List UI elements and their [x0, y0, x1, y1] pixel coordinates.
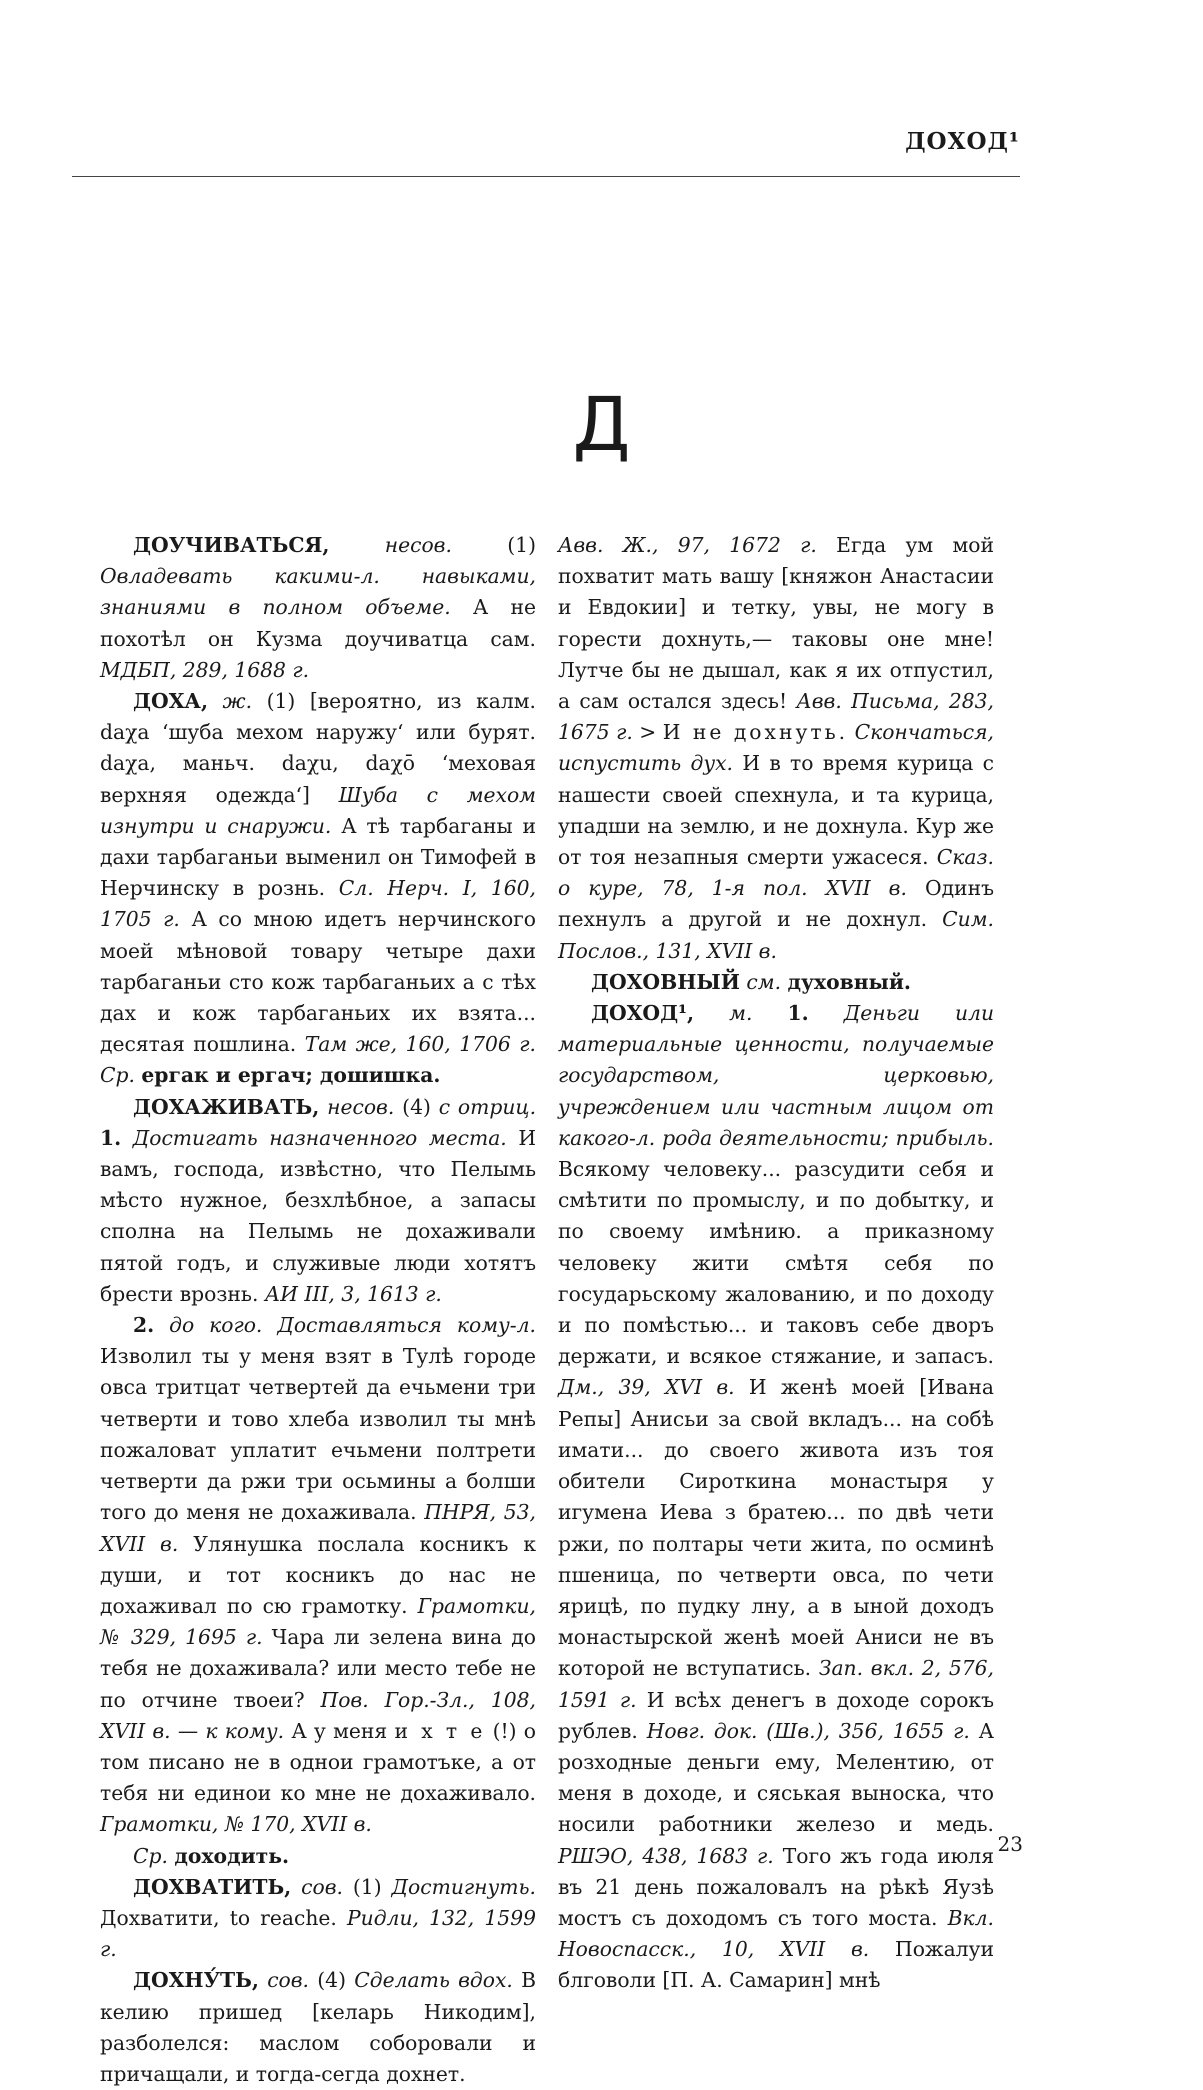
source-ref: Авв. Письма, 283, 1675 г.	[558, 689, 994, 745]
usage-note: с отриц.	[438, 1094, 537, 1119]
section-letter: Д	[572, 382, 631, 468]
source-ref: Сказ. о куре, 78, 1-я пол. XVII в.	[558, 845, 994, 901]
sense-number: 2.	[133, 1313, 155, 1338]
headword: ДОХА,	[133, 689, 209, 714]
quotation: И вамъ, господа, извѣстно, что Пелымь мѣсто нужное, безхлѣбное, а запасы сполна на Пелымь не дохаживали пятой годъ, и служивые люди хотятъ брести врознь.	[100, 1125, 536, 1306]
grammar-label: сов.	[267, 1968, 310, 1993]
running-head: ДОХОД¹	[905, 128, 1020, 155]
definition: до кого. Доставляться кому-л.	[169, 1313, 536, 1338]
quotation: А не похотѣл он Кузма доучиватца сам.	[100, 595, 537, 651]
quotation: Дохватити, to reache.	[100, 1905, 337, 1930]
right-column	[558, 530, 994, 1997]
cross-ref	[100, 1841, 536, 1872]
quotation: Всякому человеку... разсудити себя и смѣтити по промыслу, и по добытку, и по своему имѣнию. а приказному человеку жити смѣтя себя по государьскому жалованию, и по доходу и по помѣстью... и таковъ себе дворъ держати, и всякое стяжание, и запасъ.	[558, 1157, 994, 1369]
cross-ref-words: ергак и ергач; дошишка.	[141, 1063, 441, 1088]
quotation: И женѣ моей [Ивана Репы] Анисьи за свой вкладъ... на собѣ имати... до своего живота изъ тоя обители Сироткина монастыря у игумена Иева з братею... по двѣ чети ржи, по полтары чети жита, по осминѣ пшеница, по четверти овса, по чети ярицѣ, по пудку лну, а в ыной доходъ монастырской женѣ моей Аниси не въ которой не вступатись.	[558, 1375, 995, 1681]
source-ref: Грамотки, № 170, XVII в.	[100, 1812, 372, 1837]
usage-count: (1)	[352, 1874, 382, 1899]
source-ref: АИ III, 3, 1613 г.	[264, 1281, 442, 1306]
quotation: И в то время курица с нашести своей спехнула, и та курица, упадши на землю, и не дохнула. Кур же от тоя незапныя смерти ужасеся.	[558, 751, 995, 870]
quotation: Чара ли зелена вина до тебя не дохаживала? или место тебе не по отчине твоеи?	[100, 1625, 536, 1712]
entry-dohvatit	[100, 1872, 536, 1966]
source-ref: Новг. док. (Шв.), 356, 1655 г.	[646, 1718, 970, 1743]
usage-count: (4)	[317, 1968, 346, 1993]
quotation: А тѣ тарбаганы и дахи тарбаганьи выменил он Тимофей в Нерчинску в рознь.	[100, 813, 537, 901]
sense-dohazhivat-2	[100, 1310, 536, 1840]
usage-note: — к кому.	[177, 1718, 285, 1743]
quotation: Пожалуи блговоли [П. А. Самарин] мнѣ	[558, 1937, 994, 1993]
phrase-marker: >	[639, 720, 657, 745]
entry-dohnut-continued	[558, 530, 994, 967]
quotation: А у меня	[291, 1718, 388, 1743]
left-column	[100, 530, 536, 2090]
usage-count: (1)	[507, 533, 536, 557]
source-ref: Пов. Гор.-Зл., 108, XVII в.	[100, 1687, 536, 1743]
definition: Овладевать какими-л. навыками, знаниями в полном объеме.	[100, 564, 536, 620]
header-rule	[72, 176, 1020, 177]
headword: ДОХОВНЫЙ	[591, 969, 740, 994]
source-ref: МДБП, 289, 1688 г.	[100, 657, 310, 682]
grammar-label: несов.	[384, 533, 452, 557]
usage-count: (1)	[266, 689, 296, 714]
spaced-word: и х т е	[394, 1718, 486, 1743]
sense-number: 1.	[100, 1125, 122, 1150]
quotation: Изволил ты у меня взят в Тулѣ городе овса тритцат четвертей да ечьмени три четверти и тово хлеба изволил ты мнѣ пожаловат уплатит ечьмени полтрети четверти да ржи три осьмины а болши того до меня не дохаживала.	[100, 1344, 536, 1525]
entry-dohod	[558, 998, 994, 1997]
headword: ДОХВАТИТЬ,	[133, 1874, 292, 1899]
source-ref: ПНРЯ, 53, XVII в.	[100, 1500, 536, 1556]
definition: Сделать вдох.	[354, 1968, 513, 1993]
grammar-label: м.	[729, 1001, 753, 1026]
source-ref: Ридли, 132, 1599 г.	[100, 1905, 536, 1962]
source-ref: Зап. вкл. 2, 576, 1591 г.	[558, 1656, 994, 1712]
quotation: И всѣх денегъ в доходе сорокъ рублев.	[558, 1687, 994, 1743]
source-ref: РШЭО, 438, 1683 г.	[558, 1843, 774, 1868]
etymology: [вероятно, из калм. daχa ‘шуба мехом наружу‘ или бурят. daχa, маньч. daχu, daχō ‘меховая верхняя одежда‘]	[100, 689, 536, 807]
headword: ДОХОД¹,	[591, 1001, 695, 1026]
source-ref: Сл. Нерч. I, 160, 1705 г.	[100, 876, 536, 932]
definition: Достигать назначенного места.	[132, 1125, 507, 1150]
definition: Деньги или материальные ценности, получаемые государством, церковью, учреждением или частным лицом от какого-л. рода деятельности; прибыль.	[558, 1001, 995, 1150]
source-ref: Грамотки, № 329, 1695 г.	[100, 1593, 536, 1650]
source-ref: Вкл. Новоспасск., 10, XVII в.	[558, 1905, 994, 1962]
cross-ref-words: духовный.	[787, 969, 911, 994]
quotation: Егда ум мой похватит мать вашу [княжон Анастасии и Евдокии] и тетку, увы, не могу в горести дохнуть,— таковы оне мне! Лутче бы не дышал, как я их отпустил, а сам остался здесь!	[558, 533, 994, 714]
quotation: В келию пришед [келарь Никодим], разболелся: маслом соборовали и причащали, и тогда-сегда дохнет.	[100, 1968, 536, 2086]
quotation: Улянушка послала косникъ к души, и тот косникъ до нас не дохаживал по сю грамотку.	[100, 1531, 536, 1618]
headword: ДОХНУ́ТЬ,	[133, 1968, 259, 1993]
entry-dohazhivat	[100, 1092, 536, 1310]
definition: Скончаться, испустить дух.	[558, 720, 995, 776]
grammar-label: сов.	[301, 1874, 343, 1899]
quotation: Одинъ пехнулъ а другой и не дохнул.	[558, 876, 994, 932]
headword: ДОХАЖИВАТЬ,	[133, 1094, 320, 1119]
usage-count: (4)	[402, 1094, 431, 1119]
quotation: (!) о том писано не в однои грамотъке, а от тебя ни единои ко мне не дохаживало.	[100, 1718, 537, 1806]
entry-dohovny	[558, 967, 994, 998]
quotation: А розходные деньги ему, Мелентию, от меня в доходе, и сяськая выноска, что носили работники железо и медь.	[558, 1718, 994, 1837]
cross-ref-label: Ср.	[100, 1063, 135, 1088]
entry-doha	[100, 686, 536, 1092]
source-ref: Авв. Ж., 97, 1672 г.	[558, 533, 817, 557]
phrase: И не дохнуть.	[662, 720, 849, 745]
cross-ref-words: доходить.	[174, 1843, 290, 1868]
grammar-label: несов.	[327, 1094, 395, 1119]
quotation: Того жъ года июля въ 21 день пожаловалъ на рѣкѣ Яузѣ мостъ съ доходомъ съ того моста.	[558, 1843, 994, 1930]
definition: Достигнуть.	[391, 1874, 536, 1899]
entry-dohnut	[100, 1965, 536, 2090]
definition: Шуба с мехом изнутри и снаружи.	[100, 782, 536, 838]
source-ref: Там же, 160, 1706 г.	[304, 1032, 536, 1057]
quotation: А со мною идетъ нерчинского моей мѣновой товару четыре дахи тарбаганьи сто кож тарбаганьих а с тѣх дах и кож тарбаганьих их взята... десятая пошлина.	[100, 907, 536, 1057]
grammar-label: ж.	[222, 689, 253, 714]
source-ref: Дм., 39, XVI в.	[558, 1375, 735, 1400]
cross-ref-label: Ср.	[133, 1843, 168, 1868]
headword: ДОУЧИВАТЬСЯ,	[133, 533, 330, 557]
page-number: 23	[997, 1832, 1023, 1856]
entry-douchivatsya	[100, 530, 536, 686]
source-ref: Сим. Послов., 131, XVII в.	[558, 907, 994, 963]
see-label: см.	[746, 969, 782, 994]
sense-number: 1.	[787, 1001, 809, 1026]
